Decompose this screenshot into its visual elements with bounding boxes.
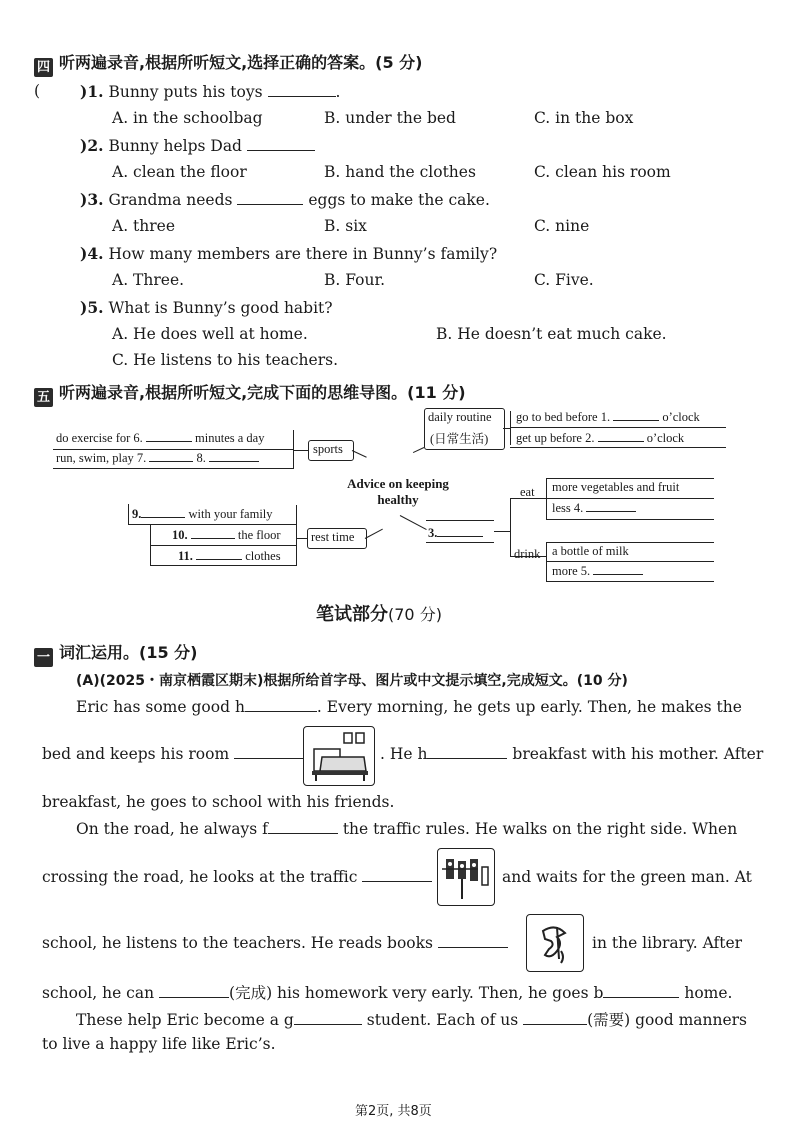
- answer-blank[interactable]: [247, 149, 315, 151]
- passage-line-3: breakfast, he goes to school with his friends.: [42, 793, 395, 811]
- option-a[interactable]: A. clean the floor: [112, 163, 247, 181]
- passage-line-2b: . He h breakfast with his mother. After: [380, 745, 764, 763]
- rest-item-10: 10. the floor: [172, 528, 281, 542]
- exercise-item: do exercise for 6. minutes a day: [56, 431, 265, 445]
- blank-h-habits[interactable]: [245, 710, 317, 712]
- blank-7[interactable]: [149, 460, 193, 462]
- blank-9[interactable]: [141, 516, 185, 518]
- option-b[interactable]: B. six: [324, 217, 367, 235]
- written-part-title: 笔试部分(70 分): [316, 604, 442, 625]
- option-c[interactable]: C. nine: [534, 217, 590, 235]
- question-5: )5. What is Bunny’s good habit?: [80, 298, 333, 317]
- less-item: less 4.: [552, 501, 636, 516]
- question-2: )2. Bunny helps Dad: [80, 136, 315, 155]
- blank-10[interactable]: [191, 537, 235, 539]
- traffic-lights-picture: [437, 848, 495, 906]
- blank-6[interactable]: [146, 440, 192, 442]
- section-one-header: 一 词汇运用。(15 分): [34, 640, 197, 667]
- milk-item: a bottle of milk: [552, 544, 629, 558]
- passage-line-9: to live a happy life like Eric’s.: [42, 1035, 276, 1053]
- blank-need[interactable]: [523, 1023, 587, 1025]
- passage-line-8: These help Eric become a g student. Each of us (需要) good manners: [76, 1011, 748, 1029]
- option-c[interactable]: C. in the box: [534, 109, 634, 127]
- rest-item-11: 11. clothes: [178, 549, 281, 563]
- blank-f-follows[interactable]: [268, 832, 338, 834]
- blank-5[interactable]: [593, 573, 643, 575]
- blank-b-back[interactable]: [603, 996, 679, 998]
- option-c[interactable]: C. He listens to his teachers.: [112, 351, 338, 369]
- option-b[interactable]: B. hand the clothes: [324, 163, 476, 181]
- blank-8[interactable]: [209, 460, 259, 462]
- option-a[interactable]: A. in the schoolbag: [112, 109, 263, 127]
- question-1: )1. Bunny puts his toys .: [80, 82, 341, 101]
- eat-label: eat: [520, 485, 535, 499]
- option-b[interactable]: B. Four.: [324, 271, 386, 289]
- blank-quietly[interactable]: [438, 946, 508, 948]
- passage-line-4: On the road, he always f the traffic rules. He walks on the right side. When: [76, 820, 738, 838]
- section-number: 一: [34, 648, 53, 667]
- blank-4[interactable]: [586, 510, 636, 512]
- section-number: 五: [34, 388, 53, 407]
- blank-finish[interactable]: [159, 996, 229, 998]
- blank-1[interactable]: [613, 419, 659, 421]
- rest-item-9: 9. with your family: [132, 507, 273, 521]
- paren: (: [34, 82, 41, 100]
- section-number: 四: [34, 58, 53, 77]
- section-four-header: 四 听两遍录音,根据所听短文,选择正确的答案。(5 分): [34, 50, 423, 77]
- option-a[interactable]: A. Three.: [112, 271, 185, 289]
- node-3: 3.: [428, 526, 483, 541]
- option-c[interactable]: C. Five.: [534, 271, 594, 289]
- option-a[interactable]: A. He does well at home.: [112, 325, 308, 343]
- option-c[interactable]: C. clean his room: [534, 163, 671, 181]
- mind-map-center: Advice on keeping healthy: [347, 476, 449, 507]
- blank-lights[interactable]: [362, 880, 432, 882]
- page-footer: 第2页, 共8页: [355, 1104, 432, 1119]
- daily-routine-label: daily routine: [428, 410, 492, 424]
- blank-room[interactable]: [234, 757, 304, 759]
- blank-3[interactable]: [437, 535, 483, 537]
- blank-g-good[interactable]: [294, 1023, 362, 1025]
- run-swim-item: run, swim, play 7. 8.: [56, 451, 259, 466]
- passage-line-1: Eric has some good h . Every morning, he gets up early. Then, he makes the: [76, 698, 742, 716]
- get-up-item: get up before 2. o’clock: [516, 431, 685, 445]
- option-a[interactable]: A. three: [112, 217, 176, 235]
- veg-item: more vegetables and fruit: [552, 480, 680, 494]
- blank-2[interactable]: [598, 440, 644, 442]
- subsection-a-instructions: (A)(2025・南京栖霞区期末)根据所给首字母、图片或中文提示填空,完成短文。(10 分): [76, 673, 628, 689]
- passage-line-7: school, he can (完成) his homework very early. Then, he goes b home.: [42, 984, 733, 1002]
- option-b[interactable]: B. under the bed: [324, 109, 456, 127]
- blank-h-has[interactable]: [427, 757, 507, 759]
- passage-line-5a: crossing the road, he looks at the traffic: [42, 868, 432, 886]
- answer-blank[interactable]: [268, 95, 336, 97]
- blank-11[interactable]: [196, 558, 242, 560]
- answer-blank[interactable]: [237, 203, 303, 205]
- question-3: )3. Grandma needs eggs to make the cake.: [80, 190, 490, 209]
- sports-label: sports: [313, 442, 343, 456]
- option-b[interactable]: B. He doesn’t eat much cake.: [436, 325, 667, 343]
- quiet-sign-picture: [526, 914, 584, 972]
- bed-time-item: go to bed before 1. o’clock: [516, 410, 700, 424]
- passage-line-5b: and waits for the green man. At: [502, 868, 752, 886]
- tidy-room-picture: [303, 726, 375, 786]
- daily-routine-cn: (日常生活): [430, 432, 489, 446]
- section-five-header: 五 听两遍录音,根据所听短文,完成下面的思维导图。(11 分): [34, 380, 466, 407]
- question-4: )4. How many members are there in Bunny’s family?: [80, 244, 498, 263]
- more-item: more 5.: [552, 564, 643, 579]
- passage-line-6b: in the library. After: [592, 934, 743, 952]
- rest-time-label: rest time: [311, 530, 355, 544]
- passage-line-2: bed and keeps his room: [42, 745, 304, 763]
- passage-line-6a: school, he listens to the teachers. He reads books: [42, 934, 508, 952]
- drink-label: drink: [514, 547, 541, 561]
